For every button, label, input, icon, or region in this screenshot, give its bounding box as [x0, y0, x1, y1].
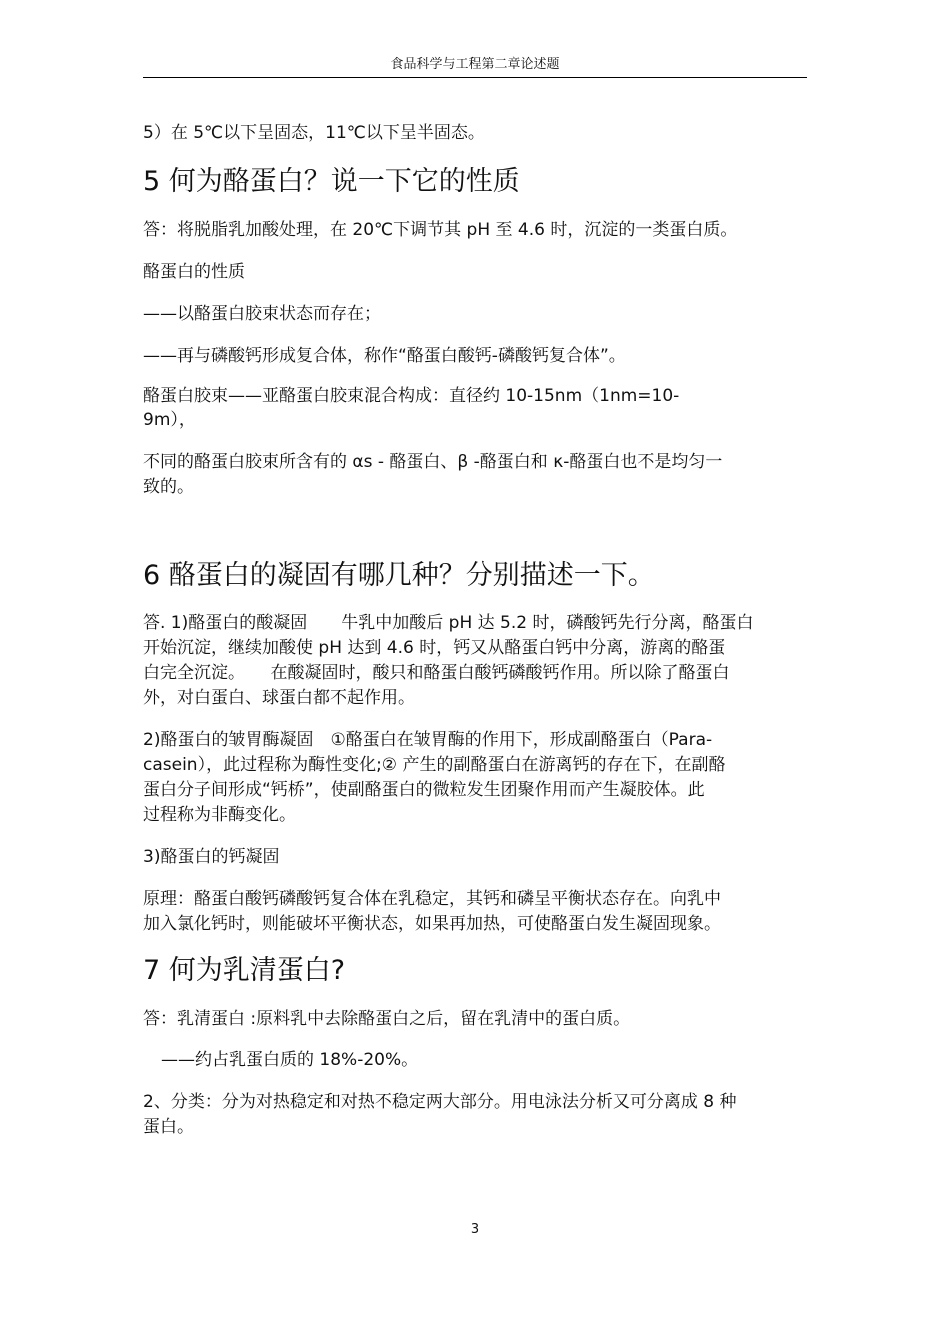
paragraph-line: ——再与磷酸钙形成复合体，称作“酪蛋白酸钙-磷酸钙复合体”。: [143, 346, 626, 366]
paragraph-line: 答：将脱脂乳加酸处理，在 20℃下调节其 pH 至 4.6 时，沉淀的一类蛋白质。: [143, 220, 738, 240]
paragraph-line: 酪蛋白胶束——亚酪蛋白胶束混合构成：直径约 10-15nm（1nm=10-: [143, 386, 680, 406]
page-header-title: 食品科学与工程第二章论述题: [390, 57, 560, 72]
paragraph-line: 5）在 5℃以下呈固态，11℃以下呈半固态。: [143, 123, 485, 143]
paragraph-line: 致的。: [143, 477, 194, 497]
paragraph-line: 2)酪蛋白的皱胃酶凝固 ①酪蛋白在皱胃酶的作用下，形成副酪蛋白（Para-: [143, 730, 713, 750]
section-heading-7: 7 何为乳清蛋白?: [143, 955, 346, 986]
paragraph-line: 不同的酪蛋白胶束所含有的 αs - 酪蛋白、β -酪蛋白和 κ-酪蛋白也不是均匀一: [143, 452, 723, 472]
paragraph-line: 答：乳清蛋白 :原料乳中去除酪蛋白之后，留在乳清中的蛋白质。: [143, 1009, 631, 1029]
paragraph-line: 蛋白。: [143, 1117, 194, 1137]
paragraph-line: 3)酪蛋白的钙凝固: [143, 847, 280, 867]
paragraph-line: casein），此过程称为酶性变化;② 产生的副酪蛋白在游离钙的存在下，在副酪: [143, 755, 726, 775]
paragraph-line: 加入氯化钙时，则能破坏平衡状态，如果再加热，可使酪蛋白发生凝固现象。: [143, 914, 721, 934]
paragraph-line: 原理：酪蛋白酸钙磷酸钙复合体在乳稳定，其钙和磷呈平衡状态存在。向乳中: [143, 889, 721, 909]
section-heading-5: 5 何为酪蛋白？说一下它的性质: [143, 166, 520, 197]
paragraph-line: 开始沉淀，继续加酸使 pH 达到 4.6 时，钙又从酪蛋白钙中分离，游离的酪蛋: [143, 638, 726, 658]
paragraph-line: ——约占乳蛋白质的 18%-20%。: [161, 1050, 419, 1070]
paragraph-line: 9m），: [143, 410, 196, 430]
paragraph-line: 白完全沉淀。 在酸凝固时，酸只和酪蛋白酸钙磷酸钙作用。所以除了酪蛋白: [143, 663, 730, 683]
paragraph-line: 蛋白分子间形成“钙桥”，使副酪蛋白的微粒发生团聚作用而产生凝胶体。此: [143, 780, 705, 800]
paragraph-line: ——以酪蛋白胶束状态而存在；: [143, 304, 381, 324]
paragraph-line: 酪蛋白的性质: [143, 262, 245, 282]
paragraph-line: 答. 1)酪蛋白的酸凝固 牛乳中加酸后 pH 达 5.2 时，磷酸钙先行分离，酪蛋白: [143, 613, 754, 633]
paragraph-line: 过程称为非酶变化。: [143, 805, 296, 825]
paragraph-line: 2、分类：分为对热稳定和对热不稳定两大部分。用电泳法分析又可分离成 8 种: [143, 1092, 737, 1112]
page-number: 3: [470, 1222, 480, 1237]
header-divider: [143, 77, 807, 78]
paragraph-line: 外，对白蛋白、球蛋白都不起作用。: [143, 688, 415, 708]
section-heading-6: 6 酪蛋白的凝固有哪几种？分别描述一下。: [143, 560, 655, 591]
